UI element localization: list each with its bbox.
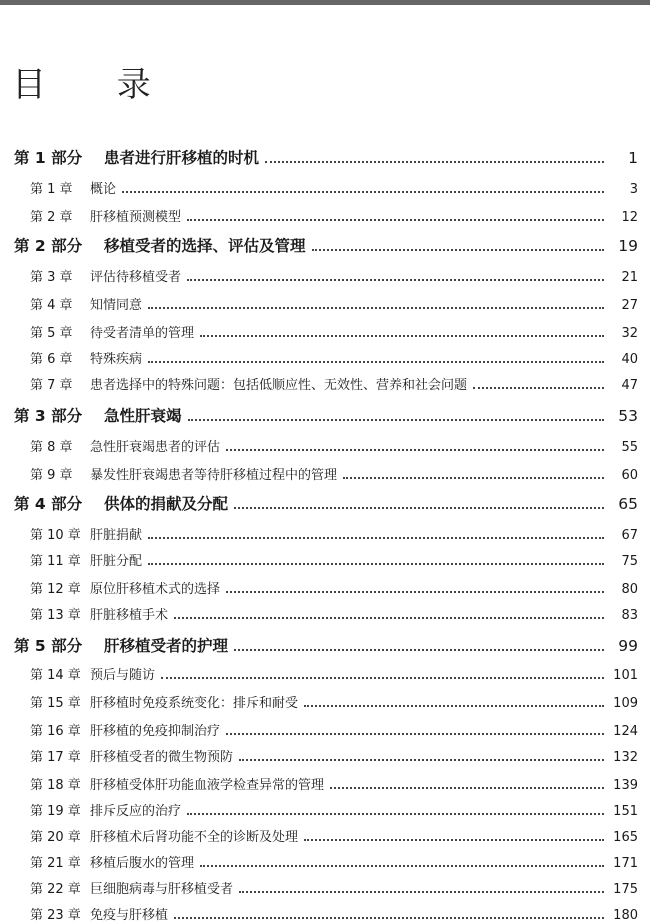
toc-chapter-row[interactable] (0, 720, 650, 739)
toc-page-number: 47 (621, 378, 638, 393)
toc-page-number: 99 (618, 637, 638, 655)
dot-leader (234, 507, 604, 509)
toc-entry-title: 肝移植时免疫系统变化：排斥和耐受 (90, 696, 299, 711)
toc-chapter-row[interactable] (0, 550, 650, 569)
toc-entry-title: 供体的捐献及分配 (104, 495, 229, 513)
dot-leader (304, 705, 604, 707)
toc-page-number: 132 (613, 750, 638, 765)
dot-leader (161, 677, 604, 679)
toc-chapter-row[interactable] (0, 878, 650, 897)
toc-entry-title: 概论 (90, 182, 117, 197)
dot-leader (312, 249, 604, 251)
toc-entry-title: 急性肝衰竭患者的评估 (90, 440, 221, 455)
toc-entry-number: 第 22 章 (30, 882, 81, 897)
toc-chapter-row[interactable] (0, 374, 650, 393)
dot-leader (234, 649, 604, 651)
toc-chapter-row[interactable] (0, 604, 650, 623)
toc-entry-number: 第 19 章 (30, 804, 81, 819)
toc-page-number: 1 (628, 149, 638, 167)
dot-leader (239, 759, 604, 761)
toc-page-number: 32 (621, 326, 638, 341)
toc-entry-title: 评估待移植受者 (90, 270, 182, 285)
toc-entry-title: 知情同意 (90, 298, 143, 313)
toc-entry-number: 第 16 章 (30, 724, 81, 739)
toc-entry-number: 第 5 章 (30, 326, 73, 341)
toc-page-number: 180 (613, 908, 638, 923)
toc-entry-title: 肝脏移植手术 (90, 608, 169, 623)
toc-chapter-row[interactable] (0, 800, 650, 819)
toc-entry-number: 第 23 章 (30, 908, 81, 923)
toc-entry-number: 第 17 章 (30, 750, 81, 765)
toc-entry-number: 第 6 章 (30, 352, 73, 367)
toc-entry-title: 肝移植预测模型 (90, 210, 182, 225)
toc-entry-title: 肝移植受体肝功能血液学检查异常的管理 (90, 778, 325, 793)
dot-leader (187, 279, 604, 281)
toc-entry-number: 第 21 章 (30, 856, 81, 871)
toc-entry-number: 第 14 章 (30, 668, 81, 683)
toc-page-number: 65 (618, 495, 638, 513)
dot-leader (239, 891, 604, 893)
toc-entry-title: 肝移植受者的护理 (104, 637, 229, 655)
dot-leader (148, 537, 604, 539)
toc-entry-title: 移植后腹水的管理 (90, 856, 195, 871)
toc-entry-number: 第 5 部分 (14, 637, 83, 655)
dot-leader (122, 191, 604, 193)
toc-page-number: 27 (621, 298, 638, 313)
toc-page-number: 40 (621, 352, 638, 367)
toc-entry-number: 第 18 章 (30, 778, 81, 793)
toc-entry-number: 第 20 章 (30, 830, 81, 845)
toc-page-number: 151 (613, 804, 638, 819)
dot-leader (226, 591, 604, 593)
dot-leader (226, 733, 604, 735)
toc-chapter-row[interactable] (0, 774, 650, 793)
toc-page-number: 60 (621, 468, 638, 483)
toc-page-number: 75 (621, 554, 638, 569)
toc-entry-title: 急性肝衰竭 (104, 407, 182, 425)
dot-leader (226, 449, 604, 451)
toc-chapter-row[interactable] (0, 206, 650, 225)
toc-chapter-row[interactable] (0, 826, 650, 845)
toc-chapter-row[interactable] (0, 322, 650, 341)
toc-chapter-row[interactable] (0, 852, 650, 871)
dot-leader (200, 335, 604, 337)
toc-entry-number: 第 13 章 (30, 608, 81, 623)
toc-entry-number: 第 15 章 (30, 696, 81, 711)
toc-part-row[interactable] (0, 404, 650, 426)
toc-page-number: 101 (613, 668, 638, 683)
dot-leader (200, 865, 604, 867)
toc-entry-title: 肝移植术后肾功能不全的诊断及处理 (90, 830, 299, 845)
dot-leader (330, 787, 604, 789)
dot-leader (188, 419, 604, 421)
toc-page-number: 55 (621, 440, 638, 455)
toc-entry-title: 肝脏分配 (90, 554, 143, 569)
toc-entry-title: 免疫与肝移植 (90, 908, 169, 923)
toc-entry-number: 第 4 部分 (14, 495, 83, 513)
toc-chapter-row[interactable] (0, 746, 650, 765)
toc-entry-title: 待受者清单的管理 (90, 326, 195, 341)
toc-page-number: 12 (621, 210, 638, 225)
toc-chapter-row[interactable] (0, 664, 650, 683)
toc-entry-title: 原位肝移植术式的选择 (90, 582, 221, 597)
dot-leader (343, 477, 604, 479)
toc-chapter-row[interactable] (0, 578, 650, 597)
dot-leader (174, 917, 604, 919)
toc-entry-number: 第 11 章 (30, 554, 81, 569)
dot-leader (473, 387, 604, 389)
toc-page-number: 83 (621, 608, 638, 623)
toc-chapter-row[interactable] (0, 524, 650, 543)
dot-leader (304, 839, 604, 841)
toc-page-number: 175 (613, 882, 638, 897)
toc-page-number: 19 (618, 237, 638, 255)
toc-entry-number: 第 9 章 (30, 468, 73, 483)
toc-chapter-row[interactable] (0, 348, 650, 367)
toc-entry-number: 第 4 章 (30, 298, 73, 313)
toc-chapter-row[interactable] (0, 436, 650, 455)
toc-chapter-row[interactable] (0, 294, 650, 313)
toc-chapter-row[interactable] (0, 464, 650, 483)
toc-page-number: 171 (613, 856, 638, 871)
toc-entry-number: 第 7 章 (30, 378, 73, 393)
toc-page-number: 67 (621, 528, 638, 543)
dot-leader (187, 813, 604, 815)
toc-entry-number: 第 12 章 (30, 582, 81, 597)
dot-leader (148, 307, 604, 309)
toc-chapter-row[interactable] (0, 692, 650, 711)
toc-entry-title: 特殊疾病 (90, 352, 143, 367)
toc-part-row[interactable] (0, 234, 650, 256)
toc-entry-number: 第 3 章 (30, 270, 73, 285)
toc-page-number: 80 (621, 582, 638, 597)
toc-page-number: 109 (613, 696, 638, 711)
toc-page-number: 21 (621, 270, 638, 285)
toc-entry-number: 第 8 章 (30, 440, 73, 455)
toc-part-row[interactable] (0, 492, 650, 514)
dot-leader (148, 361, 604, 363)
toc-entry-title: 移植受者的选择、评估及管理 (104, 237, 306, 255)
toc-entry-title: 巨细胞病毒与肝移植受者 (90, 882, 234, 897)
toc-entry-title: 预后与随访 (90, 668, 156, 683)
page-title: 目 录 (12, 64, 181, 105)
toc-page-number: 53 (618, 407, 638, 425)
toc-page-number: 165 (613, 830, 638, 845)
toc-chapter-row[interactable] (0, 904, 650, 923)
toc-page-number: 124 (613, 724, 638, 739)
toc-part-row[interactable] (0, 146, 650, 168)
toc-entry-title: 肝移植受者的微生物预防 (90, 750, 234, 765)
toc-entry-title: 肝脏捐献 (90, 528, 143, 543)
toc-entry-title: 排斥反应的治疗 (90, 804, 182, 819)
toc-entry-number: 第 1 章 (30, 182, 73, 197)
toc-entry-number: 第 2 部分 (14, 237, 83, 255)
toc-chapter-row[interactable] (0, 266, 650, 285)
toc-part-row[interactable] (0, 634, 650, 656)
toc-entry-number: 第 2 章 (30, 210, 73, 225)
toc-page-number: 3 (629, 182, 638, 197)
toc-entry-title: 暴发性肝衰竭患者等待肝移植过程中的管理 (90, 468, 338, 483)
toc-entry-number: 第 3 部分 (14, 407, 83, 425)
dot-leader (148, 563, 604, 565)
dot-leader (265, 161, 604, 163)
toc-page-number: 139 (613, 778, 638, 793)
toc-chapter-row[interactable] (0, 178, 650, 197)
dot-leader (187, 219, 604, 221)
toc-entry-number: 第 10 章 (30, 528, 81, 543)
toc-entry-title: 患者选择中的特殊问题：包括低顺应性、无效性、营养和社会问题 (90, 378, 468, 393)
toc-entry-title: 患者进行肝移植的时机 (104, 149, 260, 167)
toc-entry-number: 第 1 部分 (14, 149, 83, 167)
dot-leader (174, 617, 604, 619)
toc-entry-title: 肝移植的免疫抑制治疗 (90, 724, 221, 739)
